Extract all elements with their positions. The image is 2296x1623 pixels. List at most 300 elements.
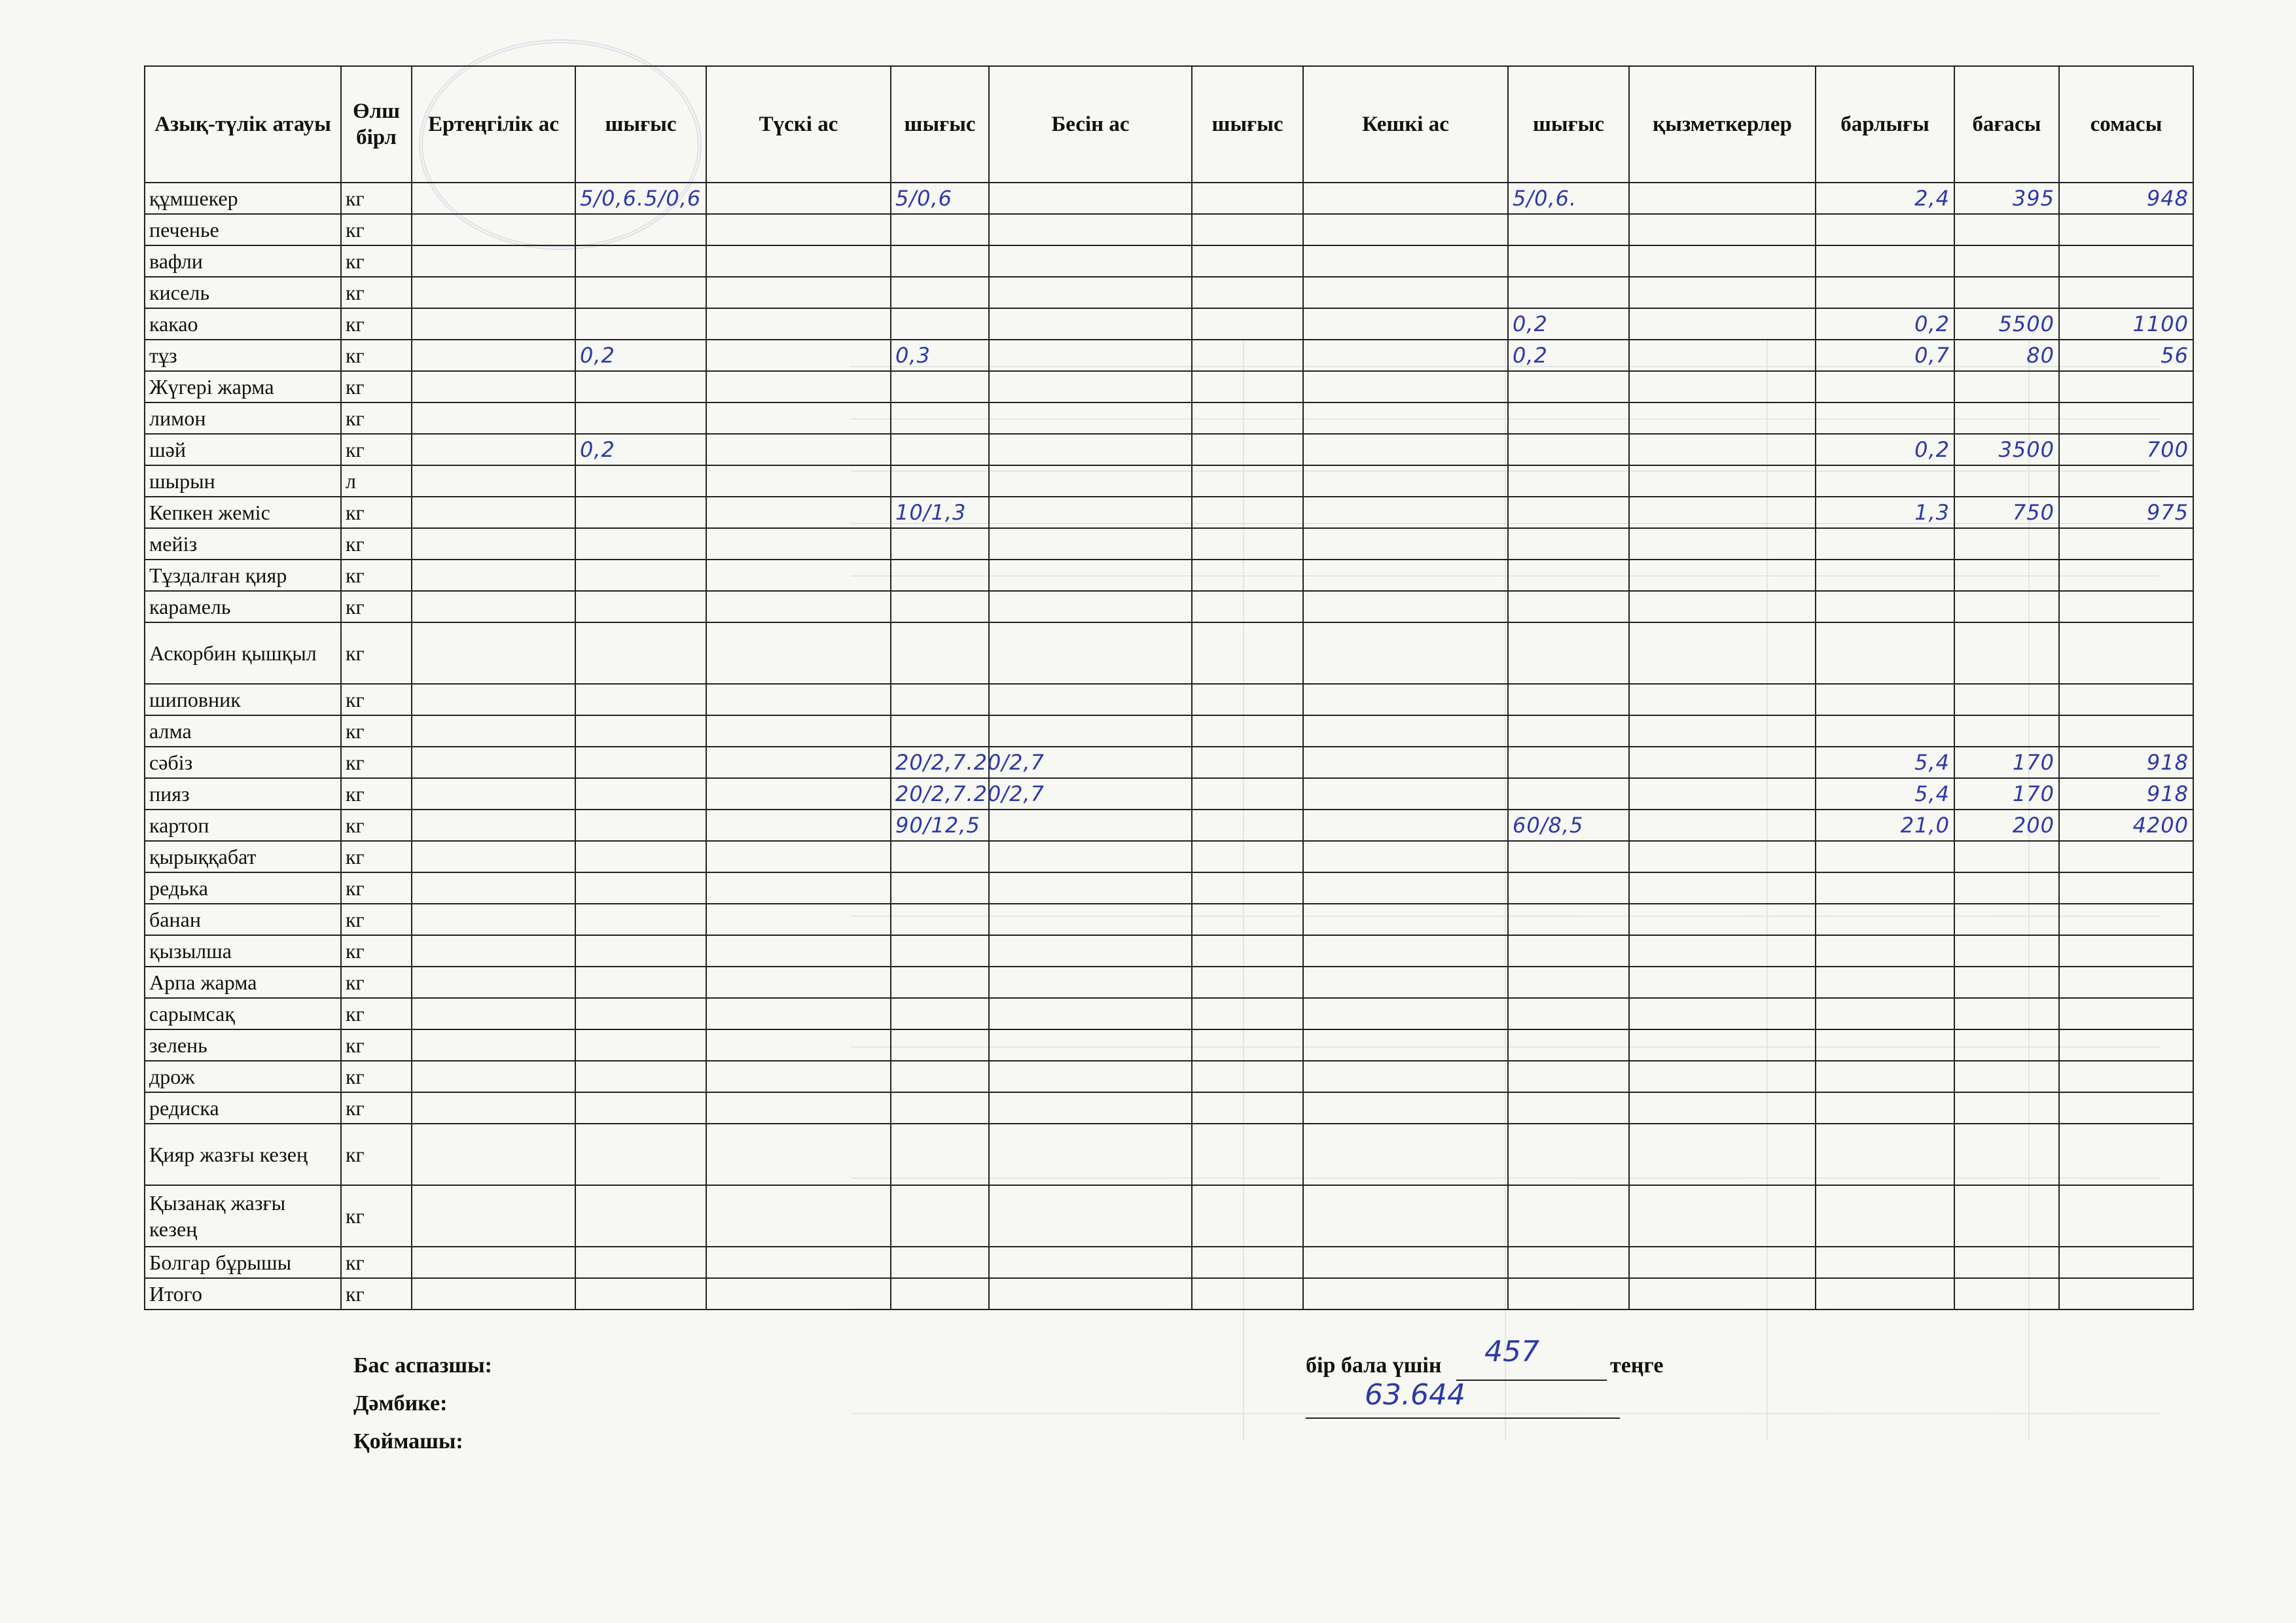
row-staff [1629, 841, 1816, 872]
row-sum [2059, 998, 2193, 1029]
col-header-name: Азық-түлік атауы [145, 66, 341, 183]
row-lunch-out [891, 465, 989, 497]
row-breakfast-out [575, 1247, 706, 1278]
row-total: 2,4 [1816, 183, 1954, 214]
row-dinner [1303, 810, 1508, 841]
row-staff [1629, 340, 1816, 371]
row-dinner [1303, 497, 1508, 528]
row-name: редиска [145, 1092, 341, 1124]
row-lunch [706, 497, 891, 528]
row-snack-out [1192, 402, 1303, 434]
row-staff [1629, 402, 1816, 434]
row-breakfast-out: 0,2 [575, 340, 706, 371]
row-lunch-out [891, 1124, 989, 1185]
row-lunch [706, 1247, 891, 1278]
row-lunch [706, 277, 891, 308]
row-name: шырын [145, 465, 341, 497]
table-row [145, 308, 2193, 340]
row-lunch [706, 684, 891, 715]
row-dinner [1303, 935, 1508, 967]
row-snack-out [1192, 1029, 1303, 1061]
row-snack [989, 560, 1192, 591]
row-lunch-out [891, 214, 989, 245]
row-snack-out [1192, 183, 1303, 214]
row-staff [1629, 1029, 1816, 1061]
row-snack-out [1192, 1092, 1303, 1124]
row-sum [2059, 402, 2193, 434]
row-dinner-out [1508, 622, 1629, 684]
row-staff [1629, 591, 1816, 622]
row-snack-out [1192, 684, 1303, 715]
row-name: Қияр жазғы кезең [145, 1124, 341, 1185]
row-price [1954, 1124, 2059, 1185]
row-breakfast-out [575, 810, 706, 841]
row-name: қызылша [145, 935, 341, 967]
row-lunch [706, 1185, 891, 1247]
row-staff [1629, 371, 1816, 402]
col-header-unit: Өлш бірл [341, 66, 412, 183]
row-lunch-out [891, 1092, 989, 1124]
row-breakfast [412, 245, 575, 277]
row-total [1816, 935, 1954, 967]
row-name: алма [145, 715, 341, 747]
header-row [145, 66, 2193, 183]
cook-label: Дәмбике: [353, 1391, 448, 1416]
row-price: 750 [1954, 497, 2059, 528]
row-dinner [1303, 434, 1508, 465]
row-breakfast [412, 434, 575, 465]
row-breakfast-out [575, 1029, 706, 1061]
row-total [1816, 371, 1954, 402]
row-breakfast-out [575, 277, 706, 308]
table-row [145, 497, 2193, 528]
row-staff [1629, 904, 1816, 935]
row-sum [2059, 214, 2193, 245]
row-unit: кг [341, 841, 412, 872]
row-snack-out [1192, 465, 1303, 497]
row-snack [989, 434, 1192, 465]
row-sum [2059, 684, 2193, 715]
row-name: тұз [145, 340, 341, 371]
row-dinner [1303, 402, 1508, 434]
row-lunch-out [891, 1061, 989, 1092]
row-total [1816, 277, 1954, 308]
row-snack [989, 1092, 1192, 1124]
row-lunch-out [891, 528, 989, 560]
row-lunch-out [891, 1185, 989, 1247]
row-snack [989, 1278, 1192, 1310]
row-name: шиповник [145, 684, 341, 715]
row-lunch-out [891, 1278, 989, 1310]
row-unit: кг [341, 872, 412, 904]
table-row [145, 1247, 2193, 1278]
row-dinner-out [1508, 841, 1629, 872]
row-unit: кг [341, 904, 412, 935]
row-snack [989, 245, 1192, 277]
row-lunch-out [891, 998, 989, 1029]
row-dinner-out [1508, 778, 1629, 810]
row-sum: 700 [2059, 434, 2193, 465]
row-dinner-out [1508, 904, 1629, 935]
row-breakfast [412, 684, 575, 715]
row-breakfast [412, 872, 575, 904]
row-name: сарымсақ [145, 998, 341, 1029]
row-staff [1629, 183, 1816, 214]
row-lunch-out [891, 308, 989, 340]
row-unit: кг [341, 340, 412, 371]
row-staff [1629, 560, 1816, 591]
row-sum [2059, 935, 2193, 967]
row-sum [2059, 841, 2193, 872]
row-lunch [706, 560, 891, 591]
row-unit: кг [341, 998, 412, 1029]
table-row [145, 1278, 2193, 1310]
row-name: пияз [145, 778, 341, 810]
row-total: 0,2 [1816, 308, 1954, 340]
row-lunch [706, 371, 891, 402]
row-lunch-out [891, 434, 989, 465]
table-row [145, 1124, 2193, 1185]
row-snack [989, 277, 1192, 308]
row-breakfast-out [575, 245, 706, 277]
row-lunch [706, 715, 891, 747]
row-dinner-out [1508, 497, 1629, 528]
row-name: дрож [145, 1061, 341, 1092]
food-ledger-table [144, 65, 2194, 1310]
row-lunch-out: 5/0,6 [891, 183, 989, 214]
col-header-sum: сомасы [2059, 66, 2193, 183]
row-dinner-out [1508, 465, 1629, 497]
row-total: 0,2 [1816, 434, 1954, 465]
row-breakfast [412, 560, 575, 591]
row-breakfast-out [575, 402, 706, 434]
row-sum [2059, 622, 2193, 684]
row-lunch-out [891, 371, 989, 402]
row-breakfast-out [575, 935, 706, 967]
row-dinner-out: 5/0,6. [1508, 183, 1629, 214]
row-staff [1629, 622, 1816, 684]
row-unit: кг [341, 245, 412, 277]
row-snack-out [1192, 371, 1303, 402]
row-breakfast-out [575, 998, 706, 1029]
row-snack-out [1192, 1124, 1303, 1185]
row-snack-out [1192, 967, 1303, 998]
row-snack-out [1192, 214, 1303, 245]
row-sum: 918 [2059, 778, 2193, 810]
row-snack [989, 810, 1192, 841]
row-snack-out [1192, 340, 1303, 371]
table-row [145, 1185, 2193, 1247]
row-dinner-out: 0,2 [1508, 308, 1629, 340]
row-sum [2059, 904, 2193, 935]
table-row [145, 434, 2193, 465]
row-price [1954, 622, 2059, 684]
row-lunch [706, 591, 891, 622]
row-total [1816, 904, 1954, 935]
row-unit: кг [341, 277, 412, 308]
row-lunch [706, 340, 891, 371]
row-lunch [706, 245, 891, 277]
row-sum [2059, 277, 2193, 308]
row-name: қырыққабат [145, 841, 341, 872]
row-lunch [706, 528, 891, 560]
row-total: 5,4 [1816, 778, 1954, 810]
row-breakfast-out [575, 778, 706, 810]
row-price: 80 [1954, 340, 2059, 371]
row-breakfast [412, 1278, 575, 1310]
row-unit: кг [341, 715, 412, 747]
row-lunch [706, 1124, 891, 1185]
row-staff [1629, 1061, 1816, 1092]
row-staff [1629, 778, 1816, 810]
row-breakfast [412, 904, 575, 935]
row-breakfast [412, 1247, 575, 1278]
row-lunch-out [891, 904, 989, 935]
row-breakfast-out [575, 308, 706, 340]
row-dinner [1303, 684, 1508, 715]
table-row [145, 778, 2193, 810]
row-name: Болгар бұрышы [145, 1247, 341, 1278]
grand-total-value: 63.644 [1365, 1378, 1465, 1412]
row-dinner [1303, 308, 1508, 340]
row-snack-out [1192, 715, 1303, 747]
row-snack-out [1192, 308, 1303, 340]
row-price [1954, 967, 2059, 998]
row-dinner-out [1508, 528, 1629, 560]
row-lunch [706, 810, 891, 841]
row-snack-out [1192, 434, 1303, 465]
row-name: банан [145, 904, 341, 935]
row-total [1816, 245, 1954, 277]
row-breakfast-out [575, 1061, 706, 1092]
row-unit: кг [341, 1061, 412, 1092]
row-total [1816, 1061, 1954, 1092]
row-dinner [1303, 1247, 1508, 1278]
row-snack [989, 967, 1192, 998]
row-dinner-out [1508, 998, 1629, 1029]
table-row [145, 622, 2193, 684]
head-cook-label: Бас аспазшы: [353, 1353, 492, 1378]
row-name: құмшекер [145, 183, 341, 214]
row-lunch [706, 1029, 891, 1061]
row-snack-out [1192, 528, 1303, 560]
row-dinner-out [1508, 434, 1629, 465]
col-header-snack-out: шығыс [1192, 66, 1303, 183]
row-snack [989, 872, 1192, 904]
row-name: зелень [145, 1029, 341, 1061]
row-price: 170 [1954, 778, 2059, 810]
row-price [1954, 998, 2059, 1029]
row-dinner [1303, 1278, 1508, 1310]
row-snack [989, 308, 1192, 340]
table-row [145, 872, 2193, 904]
row-lunch [706, 1278, 891, 1310]
row-breakfast-out [575, 591, 706, 622]
table-row [145, 465, 2193, 497]
row-name: шәй [145, 434, 341, 465]
row-breakfast [412, 183, 575, 214]
row-total [1816, 872, 1954, 904]
row-dinner [1303, 904, 1508, 935]
row-total [1816, 1185, 1954, 1247]
row-total [1816, 591, 1954, 622]
row-snack-out [1192, 778, 1303, 810]
table-row [145, 402, 2193, 434]
row-breakfast-out [575, 747, 706, 778]
row-unit: кг [341, 402, 412, 434]
row-unit: кг [341, 1092, 412, 1124]
row-snack-out [1192, 497, 1303, 528]
row-breakfast [412, 277, 575, 308]
row-breakfast-out [575, 371, 706, 402]
row-dinner-out [1508, 872, 1629, 904]
row-snack [989, 715, 1192, 747]
row-dinner-out [1508, 935, 1629, 967]
row-dinner [1303, 872, 1508, 904]
row-name: лимон [145, 402, 341, 434]
col-header-staff: қызметкерлер [1629, 66, 1816, 183]
row-dinner [1303, 591, 1508, 622]
row-snack-out [1192, 245, 1303, 277]
row-lunch-out [891, 935, 989, 967]
table-row [145, 1061, 2193, 1092]
row-name: картоп [145, 810, 341, 841]
row-snack [989, 1185, 1192, 1247]
row-lunch [706, 308, 891, 340]
row-breakfast-out [575, 214, 706, 245]
row-sum: 4200 [2059, 810, 2193, 841]
row-dinner [1303, 998, 1508, 1029]
row-total [1816, 214, 1954, 245]
row-dinner-out: 0,2 [1508, 340, 1629, 371]
row-breakfast [412, 1061, 575, 1092]
row-dinner [1303, 778, 1508, 810]
row-lunch [706, 904, 891, 935]
row-breakfast-out [575, 1278, 706, 1310]
row-breakfast [412, 528, 575, 560]
row-dinner [1303, 841, 1508, 872]
row-snack [989, 1061, 1192, 1092]
row-snack [989, 591, 1192, 622]
row-lunch-out [891, 277, 989, 308]
row-dinner [1303, 183, 1508, 214]
row-sum [2059, 1247, 2193, 1278]
row-snack [989, 214, 1192, 245]
row-breakfast-out [575, 715, 706, 747]
row-sum: 918 [2059, 747, 2193, 778]
row-dinner [1303, 715, 1508, 747]
row-snack-out [1192, 810, 1303, 841]
row-unit: кг [341, 684, 412, 715]
row-dinner-out [1508, 402, 1629, 434]
row-dinner-out [1508, 747, 1629, 778]
row-sum [2059, 591, 2193, 622]
row-name: Кепкен жеміс [145, 497, 341, 528]
col-header-total: барлығы [1816, 66, 1954, 183]
row-breakfast [412, 778, 575, 810]
row-dinner [1303, 1029, 1508, 1061]
row-price: 200 [1954, 810, 2059, 841]
row-breakfast [412, 1029, 575, 1061]
row-staff [1629, 308, 1816, 340]
row-price [1954, 1278, 2059, 1310]
table-row [145, 183, 2193, 214]
row-price: 3500 [1954, 434, 2059, 465]
row-price [1954, 684, 2059, 715]
row-dinner [1303, 340, 1508, 371]
row-lunch-out: 0,3 [891, 340, 989, 371]
row-price [1954, 935, 2059, 967]
row-dinner [1303, 371, 1508, 402]
row-staff [1629, 434, 1816, 465]
row-breakfast-out [575, 497, 706, 528]
row-staff [1629, 747, 1816, 778]
row-name: мейіз [145, 528, 341, 560]
row-staff [1629, 872, 1816, 904]
row-breakfast [412, 841, 575, 872]
row-lunch-out: 20/2,7.20/2,7 [891, 778, 989, 810]
row-total [1816, 715, 1954, 747]
row-dinner-out [1508, 967, 1629, 998]
row-dinner-out [1508, 245, 1629, 277]
row-breakfast [412, 497, 575, 528]
row-breakfast-out [575, 904, 706, 935]
row-lunch-out [891, 591, 989, 622]
row-price: 170 [1954, 747, 2059, 778]
row-name: Итого [145, 1278, 341, 1310]
row-staff [1629, 1185, 1816, 1247]
row-dinner [1303, 245, 1508, 277]
row-lunch-out [891, 245, 989, 277]
col-header-snack: Бесін ас [989, 66, 1192, 183]
row-snack-out [1192, 904, 1303, 935]
row-total: 21,0 [1816, 810, 1954, 841]
row-lunch [706, 183, 891, 214]
row-staff [1629, 967, 1816, 998]
row-total [1816, 841, 1954, 872]
row-price [1954, 1061, 2059, 1092]
row-breakfast [412, 1185, 575, 1247]
row-breakfast [412, 1124, 575, 1185]
row-dinner-out [1508, 591, 1629, 622]
row-lunch [706, 841, 891, 872]
table-row [145, 841, 2193, 872]
row-price [1954, 715, 2059, 747]
table-row [145, 967, 2193, 998]
row-lunch-out [891, 715, 989, 747]
table-row [145, 747, 2193, 778]
table-row [145, 371, 2193, 402]
row-sum [2059, 1029, 2193, 1061]
row-price [1954, 872, 2059, 904]
row-price: 5500 [1954, 308, 2059, 340]
row-breakfast [412, 402, 575, 434]
table-row [145, 591, 2193, 622]
row-staff [1629, 465, 1816, 497]
row-dinner-out [1508, 1061, 1629, 1092]
row-lunch [706, 747, 891, 778]
table-row [145, 1092, 2193, 1124]
row-price [1954, 591, 2059, 622]
table-row [145, 528, 2193, 560]
row-staff [1629, 497, 1816, 528]
row-price [1954, 1247, 2059, 1278]
row-name: Тұздалған қияр [145, 560, 341, 591]
row-sum [2059, 1185, 2193, 1247]
row-snack-out [1192, 560, 1303, 591]
row-snack-out [1192, 747, 1303, 778]
row-dinner-out [1508, 560, 1629, 591]
